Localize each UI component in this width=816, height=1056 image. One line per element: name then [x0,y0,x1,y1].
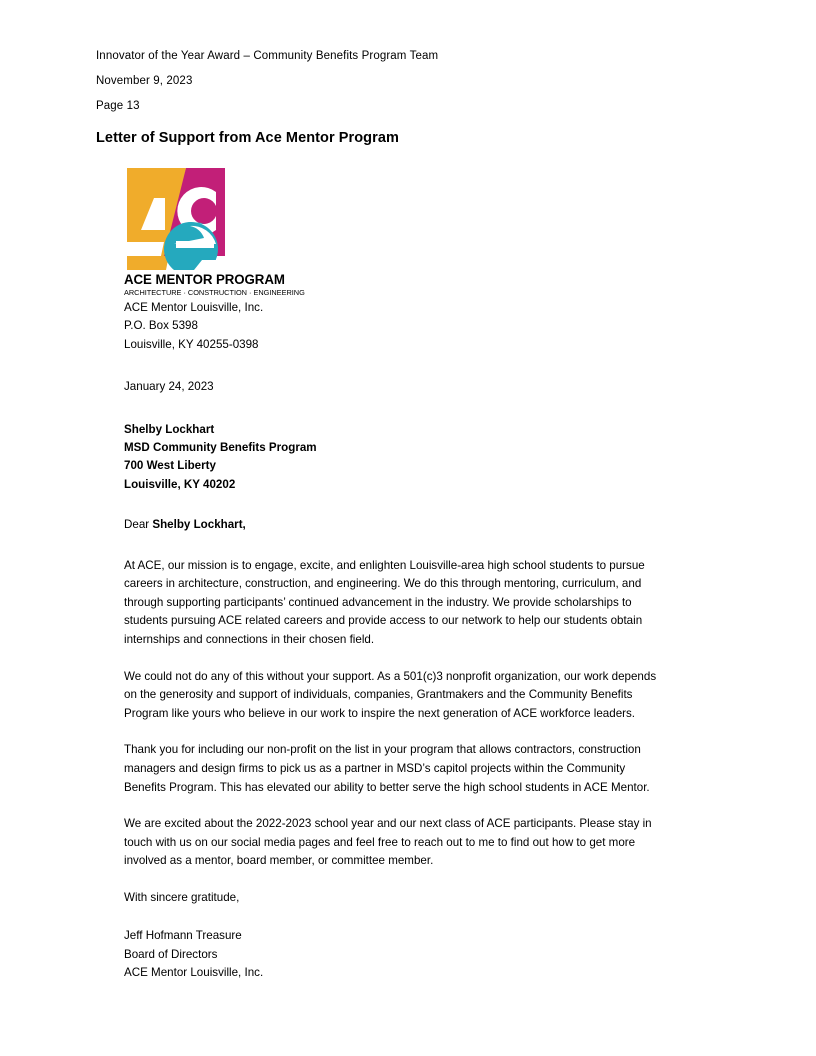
letter-closing: With sincere gratitude, [124,890,240,904]
sender-address-line: ACE Mentor Louisville, Inc. [124,301,264,314]
salutation-name: Shelby Lockhart, [152,518,246,532]
letter-paragraph: At ACE, our mission is to engage, excite, and enlighten Louisville-area high school students to pursue careers in architecture, construction, and engineering. We do this through mentoring, curriculum, and through supporting participants’ continued advancement in the industry. We provide scholarships to students pursuing ACE related careers and provide access to our network to help our students obtain internships and connections in their chosen field. [124,558,645,647]
signer-name: Jeff Hofmann Treasure [124,929,242,943]
document-running-header [96,44,716,119]
logo-wordmark-title: ACE MENTOR PROGRAM [124,272,285,287]
letter-date: January 24, 2023 [124,380,214,394]
header-line-page: Page 13 [96,100,140,112]
recipient-organization: MSD Community Benefits Program [124,441,317,455]
salutation [124,516,684,534]
sender-address-line: P.O. Box 5398 [124,319,198,333]
recipient-street: 700 West Liberty [124,459,216,473]
logo-wordmark-tagline: ARCHITECTURE · CONSTRUCTION · ENGINEERING [124,288,305,297]
signer-organization: ACE Mentor Louisville, Inc. [124,966,264,980]
letter-body [124,557,664,871]
page-title: Letter of Support from Ace Mentor Program [96,130,399,146]
sender-address-block [124,299,684,354]
header-line-date: November 9, 2023 [96,75,193,87]
salutation-prefix: Dear [124,518,153,532]
signature-block [124,927,684,982]
recipient-address-block [124,421,684,495]
ace-mentor-logo [124,168,228,270]
ace-logo-graphic [124,168,228,270]
signer-title: Board of Directors [124,947,218,961]
recipient-name: Shelby Lockhart [124,422,215,436]
letter-paragraph: Thank you for including our non-profit on the list in your program that allows contractors, construction managers and design firms to pick us as a partner in MSD’s capitol projects within the Community Benefits Program. This has elevated our ability to better serve the high school students in ACE Mentor. [124,743,650,794]
letterhead [124,168,684,983]
letter-paragraph: We are excited about the 2022-2023 school year and our next class of ACE participants. Please stay in touch with us on our social media pages and feel free to reach out to me to find out how to get more involved as a mentor, board member, or committee member. [124,817,652,868]
recipient-city-state-zip: Louisville, KY 40202 [124,477,236,491]
logo-wordmark [124,273,306,298]
letter-paragraph: We could not do any of this without your support. As a 501(c)3 nonprofit organization, our work depends on the generosity and support of individuals, companies, Grantmakers and the Community Benefits Program like yours who believe in our work to inspire the next generation of ACE workforce leaders. [124,669,657,720]
header-line-award: Innovator of the Year Award – Community Benefits Program Team [96,50,439,62]
sender-address-line: Louisville, KY 40255-0398 [124,337,259,351]
